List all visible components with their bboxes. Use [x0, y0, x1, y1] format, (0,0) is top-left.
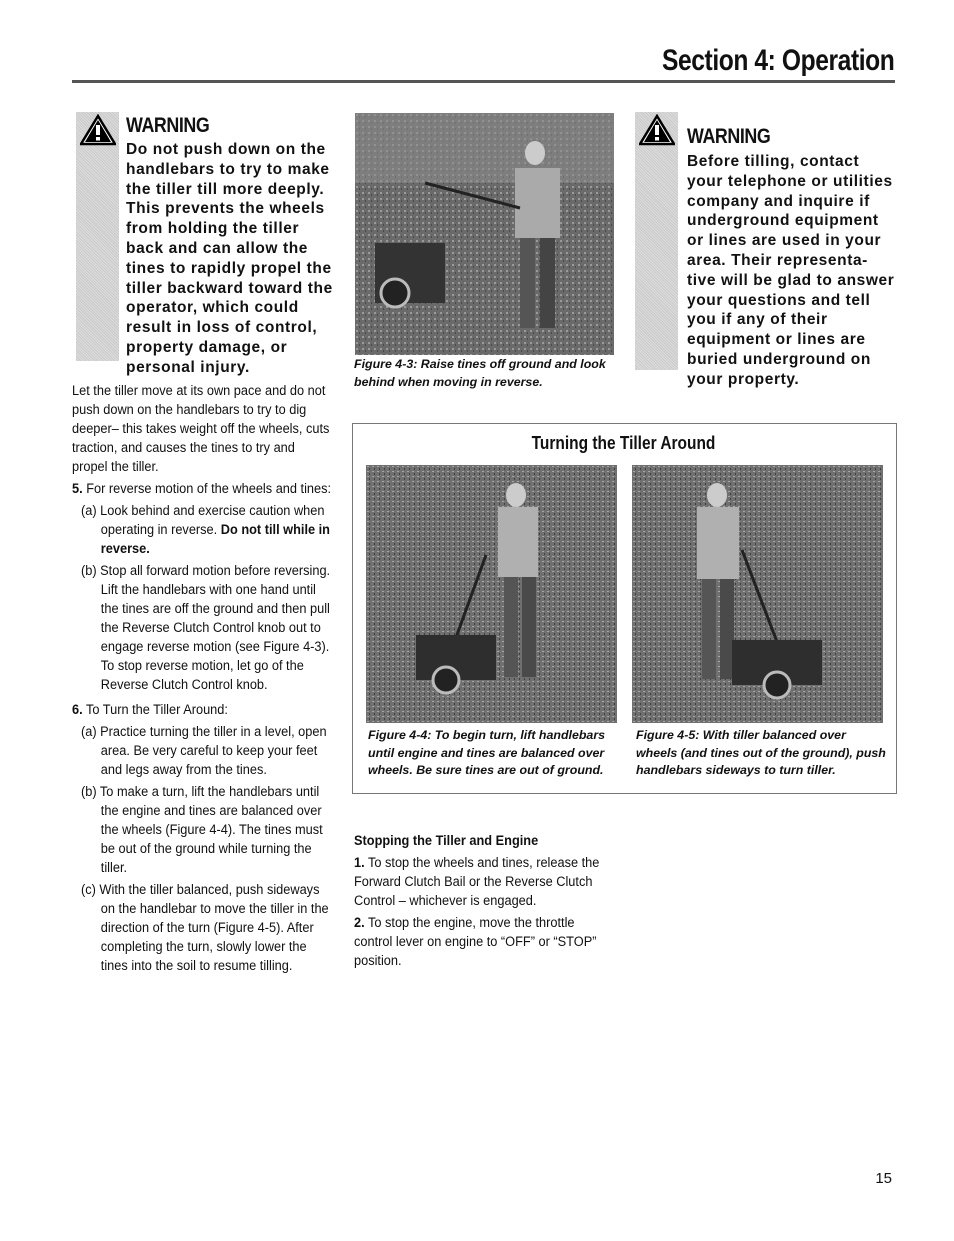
warning-right-text: Before tilling, contact your telephone or utilities company and inquire if underground equipment or lines are used in your area. Their representa-tive will be glad to answer your questions and tell you if any of their equipment or lines are buried underground on your property.	[687, 153, 895, 388]
step-6-number: 6.	[72, 702, 83, 718]
step-5b: (b) Stop all forward motion before reversing. Lift the handlebars with one hand until the tines are off the ground and then pull the Reverse Clutch Control knob out to engage reverse motion (see Figure 4-3). To stop reverse motion, let go of the Reverse Clutch Control knob.	[81, 563, 331, 693]
step-6-text: To Turn the Tiller Around:	[82, 702, 228, 718]
step-6a: (a) Practice turning the tiller in a level, open area. Be very careful to keep your feet and legs away from the tines.	[81, 724, 327, 778]
stop-step-1	[354, 854, 606, 911]
warning-left-text: Do not push down on the handlebars to try to make the tiller till more deeply. This prevents the wheels from holding the tiller back and can allow the tines to rapidly propel the tiller backward toward the operator, which could result in loss of control, property damage, or personal injury.	[126, 141, 333, 376]
intro-paragraph: Let the tiller move at its own pace and do not push down on the handlebars to try to dig deeper– this takes weight off the wheels, cuts traction, and causes the tines to try and propel the tiller.	[72, 383, 330, 475]
figure-4-4-photo	[366, 465, 617, 723]
figure-4-3-photo	[355, 113, 614, 355]
warning-left-title: WARNING	[126, 114, 210, 137]
stop-step-1-text: To stop the wheels and tines, release the Forward Clutch Bail or the Reverse Clutch Control – whichever is engaged.	[354, 855, 600, 909]
warning-right-title: WARNING	[687, 125, 771, 148]
stop-step-2	[354, 914, 606, 971]
figure-4-4-caption: Figure 4-4: To begin turn, lift handlebars until engine and tines are balanced over wheels. Be sure tines are out of ground.	[368, 728, 606, 777]
figure-4-3-caption: Figure 4-3: Raise tines off ground and look behind when moving in reverse.	[354, 357, 606, 389]
step-6c: (c) With the tiller balanced, push sideways on the handlebar to move the tiller in the direction of the turn (Figure 4-5). After completing the turn, slowly lower the tines into the soil to resume tilling.	[81, 882, 329, 974]
stopping-section	[354, 832, 606, 971]
step-5a-bold: Do not till while in reverse.	[100, 522, 330, 557]
turning-box-title: Turning the Tiller Around	[531, 433, 716, 453]
stop-step-1-number: 1.	[354, 855, 365, 871]
step-5-number: 5.	[72, 481, 83, 497]
warning-right-bar	[635, 112, 678, 370]
stop-step-2-text: To stop the engine, move the throttle control lever on engine to “OFF” or “STOP” position.	[354, 915, 597, 969]
header-rule	[72, 80, 895, 83]
step-5	[72, 480, 333, 499]
step-6b: (b) To make a turn, lift the handlebars until the engine and tines are balanced over the wheels (Figure 4-4). The tines must be out of the ground while turning the tiller.	[81, 784, 323, 876]
step-5a	[72, 502, 333, 559]
figure-4-5-photo	[632, 465, 883, 723]
stop-step-2-number: 2.	[354, 915, 365, 931]
warning-icon	[639, 114, 675, 146]
step-5-text: For reverse motion of the wheels and tines:	[82, 481, 332, 497]
warning-icon	[80, 114, 116, 146]
step-6	[72, 701, 333, 720]
section-title: Section 4: Operation	[661, 44, 894, 77]
page-number: 15	[875, 1170, 892, 1187]
left-column	[72, 382, 333, 976]
step-5a-text: (a) Look behind and exercise caution when operating in reverse.	[81, 503, 325, 538]
figure-4-5-caption: Figure 4-5: With tiller balanced over wheels (and tines out of the ground), push handlebars sideways to turn tiller.	[636, 728, 886, 777]
stopping-heading: Stopping the Tiller and Engine	[354, 833, 539, 849]
warning-left-bar	[76, 112, 119, 361]
